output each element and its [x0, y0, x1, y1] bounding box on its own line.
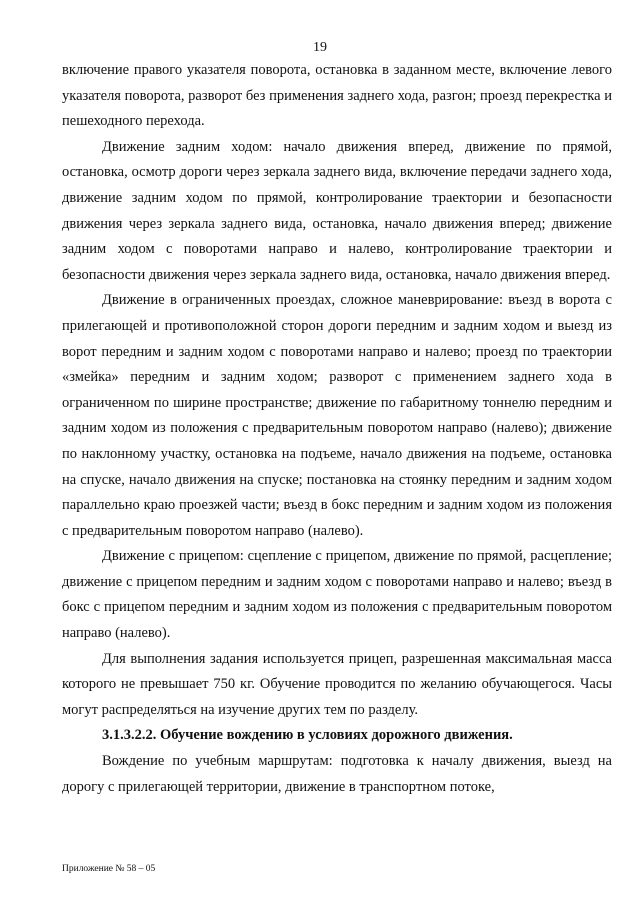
paragraph-trailer-note: Для выполнения задания используется прицеп, разрешенная максимальная масса которого не превышает 750 кг. Обучение проводится по желанию обучающегося. Часы могут распределяться на изучение других тем по разделу. — [62, 650, 612, 718]
paragraph-reverse-driving: Движение задним ходом: начало движения вперед, движение по прямой, остановка, осмотр дороги через зеркала заднего вида, включение передачи заднего хода, движение задним ходом по прямой, контролирование траектории и безопасности движения через зеркала заднего вида, остановка, начало движения вперед; движение задним ходом с поворотами направо и налево, контролирование траектории и безопасности движения через зеркала заднего вида, остановка, начало движения вперед. — [62, 138, 612, 283]
paragraph-limited-passages: Движение в ограниченных проездах, сложное маневрирование: въезд в ворота с прилегающей и противоположной сторон дороги передним и задним ходом и выезд из ворот передним и задним ходом с поворотами направо и налево; проезд по траектории «змейка» передним и задним ходом; разворот с применением заднего хода в ограниченном по ширине пространстве; движение по габаритному тоннелю передним и задним ходом из положения с предварительным поворотом направо (налево); движение по наклонному участку, остановка на подъеме, начало движения на подъеме, остановка на спуске, начало движения на спуске; постановка на стоянку передним и задним ходом параллельно краю проезжей части; въезд в бокс передним и задним ходом из положения с предварительным поворотом направо (налево). — [62, 292, 612, 539]
paragraph-trailer-driving: Движение с прицепом: сцепление с прицепом, движение по прямой, расцепление; движение с прицепом передним и задним ходом с поворотами направо и налево; въезд в бокс с прицепом передним и задним ходом из положения с предварительным поворотом направо (налево). — [62, 548, 612, 642]
section-heading: 3.1.3.2.2. Обучение вождению в условиях дорожного движения. — [102, 727, 513, 744]
document-body — [62, 58, 612, 800]
paragraph-continuation: включение правого указателя поворота, остановка в заданном месте, включение левого указателя поворота, разворот без применения заднего хода, разгон; проезд перекрестка и пешеходного перехода. — [62, 62, 612, 130]
page-number: 19 — [313, 40, 327, 55]
paragraph-routes: Вождение по учебным маршрутам: подготовка к началу движения, выезд на дорогу с прилегающей территории, движение в транспортном потоке, — [62, 753, 612, 795]
page-footer: Приложение № 58 – 05 — [62, 864, 156, 874]
